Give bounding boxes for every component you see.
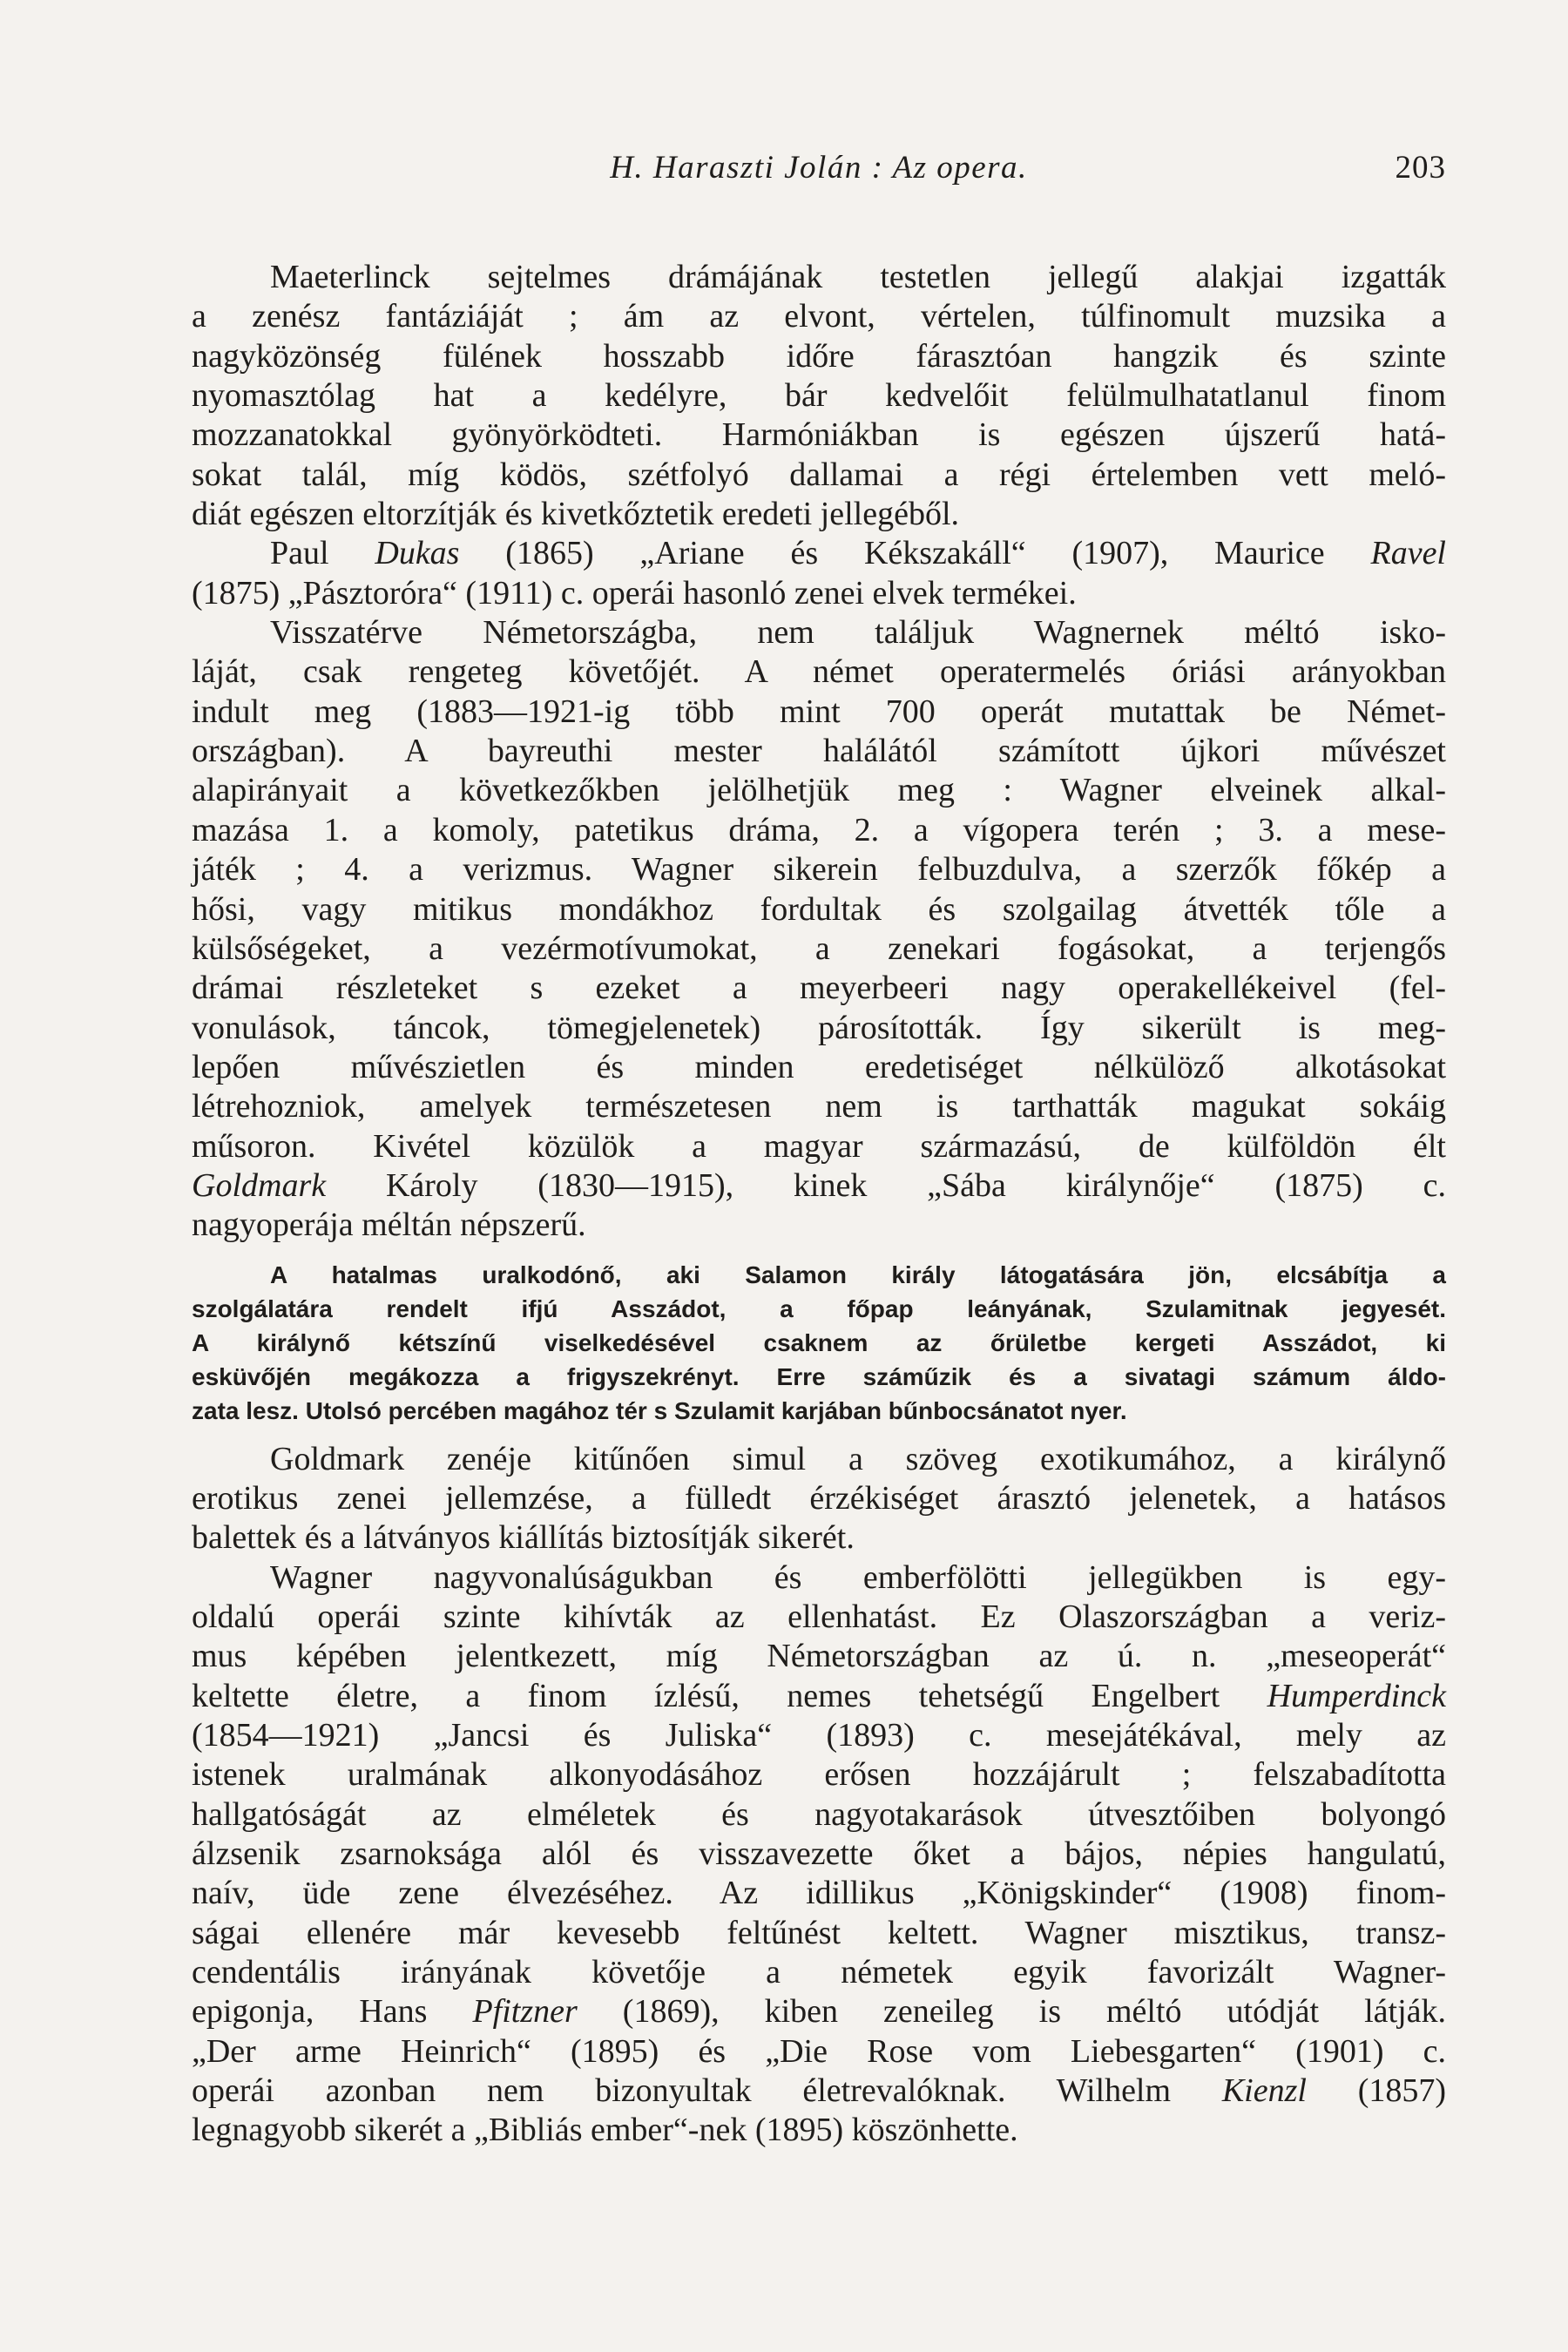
- synopsis-line: zata lesz. Utolsó percében magához tér s Szulamit karjában bűnbocsánatot nyer.: [192, 1396, 1127, 1424]
- text-line: Visszatérve Németországba, nem találjuk Wagnernek méltó isko-: [270, 614, 1446, 652]
- synopsis-line: szolgálatára rendelt ifjú Asszádot, a főpap leányának, Szulamitnak jegyesét.: [192, 1294, 1446, 1322]
- text-run: (1869), kiben zeneileg is méltó utódját látják.: [577, 1993, 1446, 2031]
- text-line: nagyoperája méltán népszerű.: [192, 1206, 586, 1244]
- composer-name: Ravel: [1370, 535, 1446, 572]
- synopsis-line: A hatalmas uralkodónő, aki Salamon király látogatására jön, elcsábítja a: [270, 1260, 1446, 1288]
- text-line: [192, 2072, 1446, 2111]
- text-line: naív, üde zene élvezéséhez. Az idillikus „Königskinder“ (1908) finom-: [192, 1875, 1446, 1912]
- text-line: [192, 534, 1446, 573]
- text-line: vonulások, táncok, tömegjelenetek) párosították. Így sikerült is meg-: [192, 1009, 1446, 1046]
- text-run: keltette életre, a finom ízlésű, nemes tehetségű Engelbert: [192, 1677, 1267, 1714]
- text-line: drámai részleteket s ezeket a meyerbeeri nagy operakellékeivel (fel-: [192, 970, 1446, 1007]
- text-line: cendentális irányának követője a németek egyik favorizált Wagner-: [192, 1954, 1446, 1991]
- text-line: balettek és a látványos kiállítás biztosítják sikerét.: [192, 1519, 855, 1557]
- body-text: [192, 258, 1446, 2151]
- text-line: [192, 1677, 1446, 1716]
- text-line: lepően művészietlen és minden eredetiséget nélkülöző alkotásokat: [192, 1048, 1446, 1085]
- synopsis-line: A királynő kétszínű viselkedésével csaknem az őrületbe kergeti Asszádot, ki: [192, 1328, 1446, 1356]
- paragraph-goldmark-music: [192, 1440, 1446, 1558]
- synopsis-line: esküvőjén megákozza a frigyszekrényt. Erre száműzik és a sivatagi számum áldo-: [192, 1362, 1446, 1390]
- opera-synopsis: [192, 1258, 1446, 1428]
- paragraph-humperdinck: [192, 1558, 1446, 2151]
- text-run: epigonja, Hans: [192, 1993, 473, 2031]
- text-line: [192, 1166, 1446, 1206]
- text-line: műsoron. Kivétel közülök a magyar származású, de külföldön élt: [192, 1127, 1446, 1165]
- text-line: sokat talál, míg ködös, szétfolyó dallamai a régi értelemben vett meló-: [192, 456, 1446, 493]
- text-line: Goldmark zenéje kitűnően simul a szöveg exotikumához, a királynő: [270, 1440, 1446, 1477]
- composer-name: Pfitzner: [472, 1993, 578, 2031]
- text-line: álzsenik zsarnoksága alól és visszavezette őket a bájos, népies hangulatú,: [192, 1835, 1446, 1873]
- text-line: [192, 1992, 1446, 2031]
- text-line: külsőségeket, a vezérmotívumokat, a zenekari fogásokat, a terjengős: [192, 929, 1446, 967]
- text-line: hallgatóságát az elméletek és nagyotakarások útvesztőiben bolyongó: [192, 1795, 1446, 1833]
- text-line: (1854—1921) „Jancsi és Juliska“ (1893) c. mesejátékával, mely az: [192, 1717, 1446, 1754]
- composer-name: Dukas: [375, 535, 460, 572]
- text-run: Károly (1830—1915), kinek „Sába királynője“ (1875) c.: [326, 1166, 1446, 1204]
- text-run: Paul: [270, 535, 375, 572]
- composer-name: Kienzl: [1221, 2072, 1307, 2110]
- composer-name: Humperdinck: [1267, 1677, 1446, 1714]
- text-line: Wagner nagyvonalúságukban és emberfölötti jellegükben is egy-: [270, 1558, 1446, 1596]
- text-line: országban). A bayreuthi mester halálától számított újkori művészet: [192, 733, 1446, 770]
- text-line: játék ; 4. a verizmus. Wagner sikerein felbuzdulva, a szerzők főkép a: [192, 851, 1446, 889]
- text-run: operái azonban nem bizonyultak életrevalóknak. Wilhelm: [192, 2072, 1222, 2110]
- running-head: [192, 146, 1446, 190]
- text-line: Maeterlinck sejtelmes drámájának testetlen jellegű alakjai izgatták: [270, 259, 1446, 295]
- text-line: létrehozniok, amelyek természetesen nem is tarthatták magukat sokáig: [192, 1088, 1446, 1125]
- paragraph-maeterlinck: [192, 258, 1446, 534]
- text-line: istenek uralmának alkonyodásához erősen hozzájárult ; felszabadította: [192, 1756, 1446, 1794]
- text-line: mazása 1. a komoly, patetikus dráma, 2. a vígopera terén ; 3. a mese-: [192, 811, 1446, 848]
- text-line: erotikus zenei jellemzése, a fülledt érzékiséget árasztó jelenetek, a hatásos: [192, 1479, 1446, 1517]
- text-run: (1865) „Ariane és Kékszakáll“ (1907), Maurice: [459, 535, 1371, 572]
- text-line: indult meg (1883—1921-ig több mint 700 operát mutattak be Német-: [192, 693, 1446, 730]
- text-line: mozzanatokkal gyönyörködteti. Harmóniákban is egészen újszerű hatá-: [192, 416, 1446, 454]
- text-line: ságai ellenére már kevesebb feltűnést keltett. Wagner misztikus, transz-: [192, 1914, 1446, 1951]
- text-line: „Der arme Heinrich“ (1895) és „Die Rose vom Liebesgarten“ (1901) c.: [192, 2032, 1446, 2070]
- text-line: oldalú operái szinte kihívták az ellenhatást. Ez Olaszországban a veriz-: [192, 1598, 1446, 1635]
- paragraph-germany: [192, 613, 1446, 1246]
- text-run: (1857): [1306, 2072, 1446, 2110]
- text-line: (1875) „Pásztoróra“ (1911) c. operái hasonló zenei elvek termékei.: [192, 574, 1077, 612]
- text-line: alapirányait a következőkben jelölhetjük meg : Wagner elveinek alkal-: [192, 772, 1446, 809]
- text-line: diát egészen eltorzítják és kivetkőztetik eredeti jellegéből.: [192, 496, 960, 533]
- composer-name: Goldmark: [192, 1166, 327, 1204]
- page-number: 203: [1395, 150, 1446, 186]
- text-line: nagyközönség fülének hosszabb időre fárasztóan hangzik és szinte: [192, 337, 1446, 375]
- text-line: legnagyobb sikerét a „Bibliás ember“-nek (1895) köszönhette.: [192, 2112, 1018, 2149]
- text-line: a zenész fantáziáját ; ám az elvont, vértelen, túlfinomult muzsika a: [192, 298, 1446, 335]
- paragraph-dukas-ravel: [192, 534, 1446, 613]
- running-title: H. Haraszti Jolán : Az opera.: [610, 150, 1028, 186]
- text-line: mus képében jelentkezett, míg Németországban az ú. n. „meseoperát“: [192, 1638, 1446, 1675]
- text-line: hősi, vagy mitikus mondákhoz fordultak és szolgailag átvették tőle a: [192, 890, 1446, 928]
- text-line: láját, csak rengeteg követőjét. A német operatermelés óriási arányokban: [192, 653, 1446, 691]
- text-line: nyomasztólag hat a kedélyre, bár kedvelőit felülmulhatatlanul finom: [192, 377, 1446, 415]
